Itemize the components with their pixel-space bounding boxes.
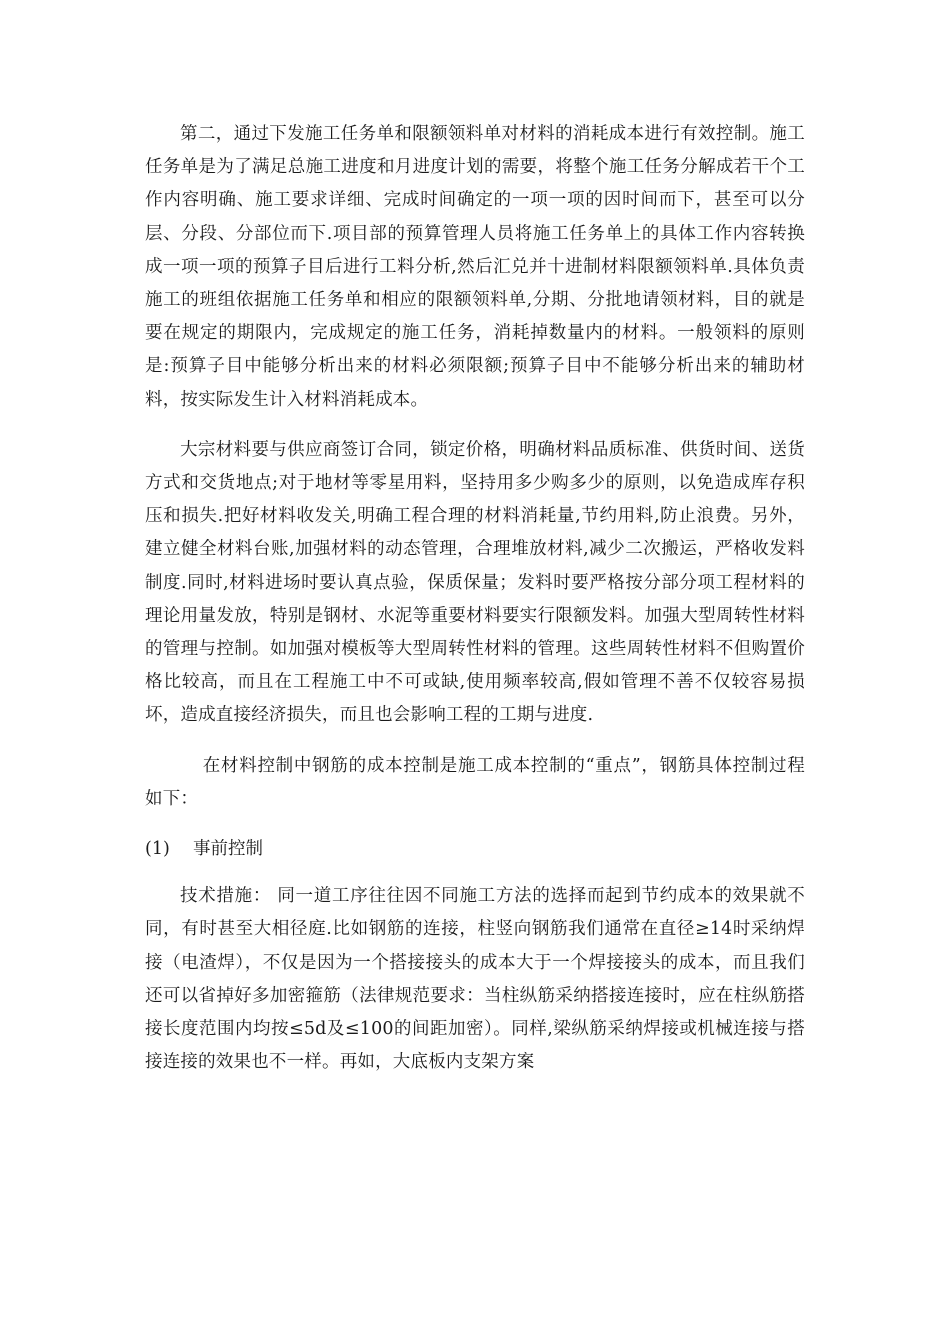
section-heading	[145, 833, 805, 866]
paragraph-rebar-intro: 在材料控制中钢筋的成本控制是施工成本控制的“重点”，钢筋具体控制过程如下：	[145, 755, 805, 809]
document-page	[145, 118, 805, 1096]
paragraph-bulk-materials: 大宗材料要与供应商签订合同，锁定价格，明确材料品质标准、供货时间、送货方式和交货地点;对于地材等零星用料，坚持用多少购多少的原则，以免造成库存积压和损失.把好材料收发关,明确工程合理的材料消耗量,节约用料,防止浪费。另外，建立健全材料台账,加强材料的动态管理，合理堆放材料,减少二次搬运，严格收发料制度.同时,材料进场时要认真点验，保质保量；发料时要严格按分部分项工程材料的理论用量发放，特别是钢材、水泥等重要材料要实行限额发料。加强大型周转性材料的管理与控制。如加强对模板等大型周转性材料的管理。这些周转性材料不但购置价格比较高，而且在工程施工中不可或缺,使用频率较高,假如管理不善不仅较容易损坏，造成直接经济损失，而且也会影响工程的工期与进度.	[145, 439, 805, 726]
paragraph-technical-measures: 技术措施： 同一道工序往往因不同施工方法的选择而起到节约成本的效果就不同，有时甚至大相径庭.比如钢筋的连接，柱竖向钢筋我们通常在直径≥14时采纳焊接（电渣焊），不仅是因为一个搭接接头的成本大于一个焊接接头的成本，而且我们还可以省掉好多加密箍筋（法律规范要求：当柱纵筋采纳搭接连接时，应在柱纵筋搭接长度范围内均按≤5d及≤100的间距加密）。同样,梁纵筋采纳焊接或机械连接与搭接连接的效果也不一样。再如，大底板内支架方案	[145, 886, 805, 1073]
section-heading-text: 事前控制	[193, 839, 263, 860]
section-heading-number: (1)	[145, 839, 170, 860]
paragraph-task-orders: 第二，通过下发施工任务单和限额领料单对材料的消耗成本进行有效控制。施工任务单是为了满足总施工进度和月进度计划的需要，将整个施工任务分解成若干个工作内容明确、施工要求详细、完成时间确定的一项一项的因时间而下，甚至可以分层、分段、分部位而下.项目部的预算管理人员将施工任务单上的具体工作内容转换成一项一项的预算子目后进行工料分析,然后汇兑并十进制材料限额领料单.具体负责施工的班组依据施工任务单和相应的限额领料单,分期、分批地请领材料，目的就是要在规定的期限内，完成规定的施工任务，消耗掉数量内的材料。一般领料的原则是:预算子目中能够分析出来的材料必须限额;预算子目中不能够分析出来的辅助材料，按实际发生计入材料消耗成本。	[145, 124, 805, 410]
